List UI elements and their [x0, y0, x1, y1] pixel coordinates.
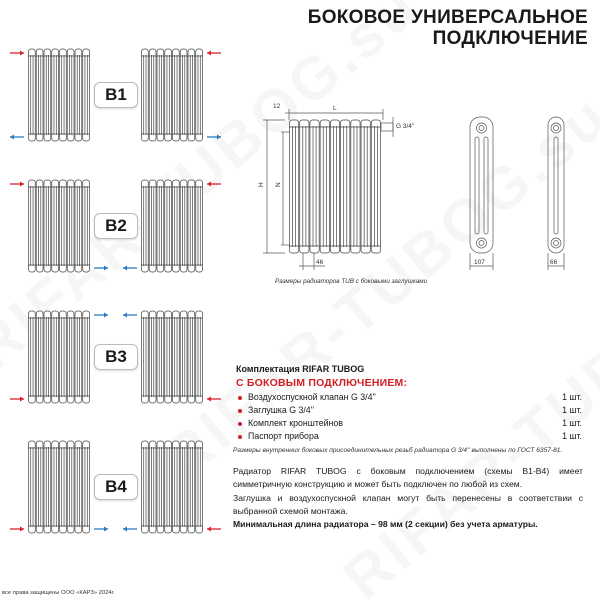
outlet-arrow-icon [94, 313, 108, 318]
radiator-b2-right [141, 180, 203, 272]
kit-subheading: С БОКОВЫМ ПОДКЛЮЧЕНИЕМ: [236, 377, 408, 389]
radiator-b1-right [141, 49, 203, 141]
kit-item-qty: 1 шт. [562, 431, 582, 441]
outlet-arrow-icon [94, 527, 108, 532]
inlet-arrow-icon [10, 51, 24, 56]
description-p1: Радиатор RIFAR TUBOG с боковым подключением (схемы B1-B4) имеет симметричную конструкцию и может быть подключен по любой из схем. [233, 466, 583, 490]
description [233, 465, 583, 531]
radiator-b4-left [28, 441, 90, 533]
thread-label: G 3/4'' [396, 123, 415, 130]
drawing-caption: Размеры радиаторов TUB с боковыми заглушками [275, 278, 428, 285]
scheme-label-b3: B3 [94, 344, 138, 370]
dim-n-label: N [275, 182, 282, 187]
outlet-arrow-icon [94, 266, 108, 271]
radiator-front-columns [289, 120, 381, 253]
scheme-label-b2: B2 [94, 213, 138, 239]
inlet-arrow-icon [207, 51, 221, 56]
bullet-icon [238, 422, 242, 426]
kit-item-qty: 1 шт. [562, 418, 582, 428]
radiator-b4-right [141, 441, 203, 533]
kit-item-name: Воздухоспускной клапан G 3/4'' [248, 392, 376, 402]
scheme-label-b1: B1 [94, 82, 138, 108]
dim-h-label: H [258, 182, 265, 187]
dim-107-label: 107 [474, 259, 485, 266]
radiator-b2-left [28, 180, 90, 272]
copyright-footer: все права защищены ООО «КАРЗ» 2024г. [2, 590, 115, 596]
kit-item-name: Паспорт прибора [248, 431, 319, 441]
radiator-b3-right [141, 311, 203, 403]
dim-66-label: 66 [550, 259, 558, 266]
kit-heading: Комплектация RIFAR TUBOG [236, 364, 365, 374]
page-title-line2: ПОДКЛЮЧЕНИЕ [432, 28, 588, 49]
dim-l-label: L [333, 105, 337, 112]
kit-item [238, 418, 582, 428]
radiator-b1-left [28, 49, 90, 141]
outlet-arrow-icon [10, 135, 24, 140]
dim-12-label: 12 [273, 103, 281, 110]
outlet-arrow-icon [123, 266, 137, 271]
thread-note: Размеры внутренних боковых присоединительных резьб радиатора G 3/4'' выполнены по ГОСТ 6357-81. [233, 447, 563, 454]
outlet-arrow-icon [123, 527, 137, 532]
outlet-arrow-icon [123, 313, 137, 318]
bullet-icon [238, 396, 242, 400]
radiator-b3-left [28, 311, 90, 403]
inlet-arrow-icon [207, 397, 221, 402]
page-title-line1: БОКОВОЕ УНИВЕРСАЛЬНОЕ [307, 7, 588, 28]
kit-item-qty: 1 шт. [562, 405, 582, 415]
kit-item [238, 405, 582, 415]
description-p3: Минимальная длина радиатора – 98 мм (2 секции) без учета арматуры. [233, 519, 538, 530]
inlet-arrow-icon [207, 182, 221, 187]
inlet-arrow-icon [207, 527, 221, 532]
description-p2: Заглушка и воздухоспускной клапан могут быть перенесены в соответствии с выбранной схемой монтажа. [233, 492, 583, 516]
bullet-icon [238, 409, 242, 413]
kit-item [238, 431, 582, 441]
scheme-label-b4: B4 [94, 474, 138, 500]
bullet-icon [238, 435, 242, 439]
kit-item [238, 392, 582, 402]
inlet-arrow-icon [10, 527, 24, 532]
dimension-drawing [255, 95, 600, 275]
inlet-arrow-icon [10, 182, 24, 187]
kit-item-qty: 1 шт. [562, 392, 582, 402]
outlet-arrow-icon [207, 135, 221, 140]
dim-46-label: 46 [316, 259, 324, 266]
kit-item-name: Заглушка G 3/4'' [248, 405, 315, 415]
inlet-arrow-icon [10, 397, 24, 402]
radiator-front-view [289, 120, 381, 253]
kit-item-name: Комплект кронштейнов [248, 418, 343, 428]
